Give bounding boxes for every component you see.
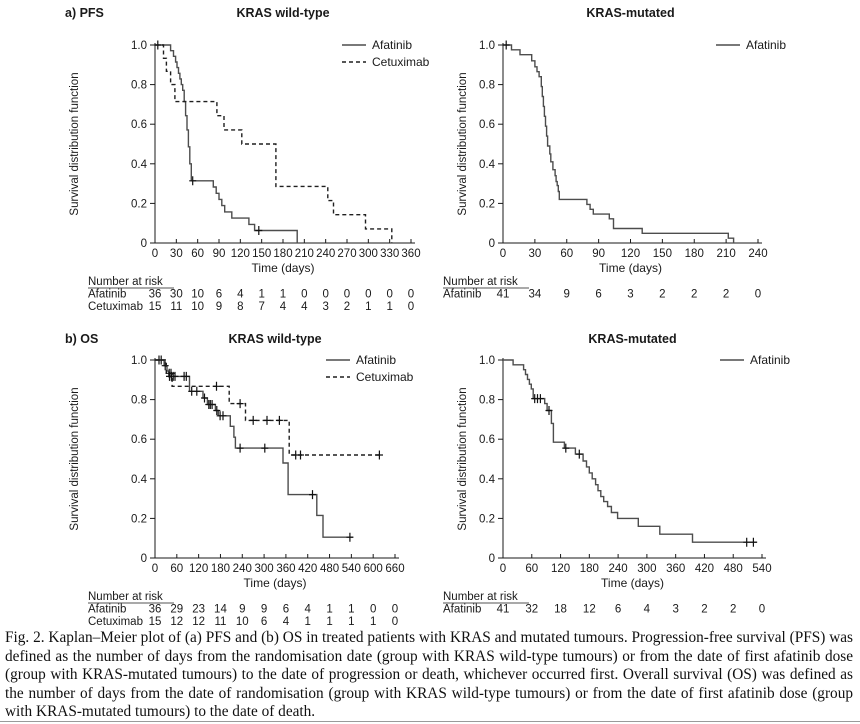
y-tick-label: 0.4: [131, 158, 147, 171]
risk-count: 18: [554, 603, 567, 616]
risk-count: 1: [279, 288, 287, 301]
risk-count: 6: [614, 603, 622, 616]
x-axis-title: Time (days): [599, 261, 662, 275]
x-tick-label: 60: [525, 563, 539, 575]
y-tick-label: 0: [140, 238, 147, 250]
risk-count: 0: [391, 603, 399, 616]
risk-count: 1: [365, 301, 372, 313]
x-tick-label: 210: [716, 248, 736, 260]
risk-count: 9: [260, 603, 268, 616]
panel-corner-label: a) PFS: [65, 6, 104, 20]
risk-count: 0: [365, 288, 372, 301]
x-tick-label: 330: [380, 248, 400, 260]
risk-count: 23: [192, 603, 206, 616]
risk-count: 7: [258, 301, 265, 313]
y-tick-label: 0: [140, 553, 147, 565]
x-axis-title: Time (days): [601, 576, 664, 590]
x-tick-label: 60: [560, 248, 574, 260]
risk-count: 41: [496, 288, 510, 301]
y-tick-label: 0: [488, 553, 495, 565]
y-tick-label: 0.2: [479, 513, 495, 526]
risk-count: 6: [260, 616, 268, 628]
legend-label: Afatinib: [356, 353, 397, 367]
risk-count: 9: [563, 288, 570, 301]
y-tick-label: 0.8: [131, 79, 147, 92]
x-tick-label: 0: [151, 248, 159, 260]
y-axis-title: Survival distribution function: [457, 72, 469, 216]
x-tick-label: 180: [273, 248, 293, 260]
risk-count: 9: [239, 603, 246, 616]
x-tick-label: 0: [151, 563, 159, 575]
y-tick-label: 0.6: [131, 119, 147, 132]
risk-count: 3: [627, 288, 634, 301]
censor-marks-afatinib: [503, 41, 510, 50]
risk-count: 4: [282, 616, 290, 628]
risk-count: 10: [235, 616, 249, 628]
km-panel-os-kras-wildtype: [0, 326, 430, 648]
risk-count: 9: [215, 301, 223, 313]
risk-count: 8: [237, 301, 244, 313]
risk-count: 2: [730, 603, 737, 616]
x-axis-title: Time (days): [243, 576, 307, 590]
legend-label: Cetuximab: [372, 55, 430, 69]
risk-count: 4: [304, 603, 311, 616]
risk-count: 0: [391, 616, 399, 628]
risk-count: 2: [691, 288, 698, 301]
risk-count: 1: [369, 616, 377, 628]
risk-count: 0: [758, 603, 766, 616]
y-tick-label: 1.0: [479, 355, 495, 367]
x-axis-title: Time (days): [251, 261, 315, 275]
risk-table-heading: Number at risk: [443, 276, 518, 288]
risk-count: 15: [148, 301, 162, 313]
x-tick-label: 240: [608, 563, 628, 575]
risk-count: 10: [191, 301, 205, 313]
y-tick-label: 0.6: [131, 434, 147, 447]
x-tick-label: 300: [637, 563, 657, 575]
x-tick-label: 300: [254, 563, 274, 575]
x-tick-label: 420: [694, 563, 715, 575]
risk-count: 1: [326, 616, 333, 628]
risk-count: 12: [192, 616, 206, 628]
km-panel-pfs-kras-mutated: [430, 0, 860, 322]
x-tick-label: 120: [550, 563, 571, 575]
risk-count: 0: [754, 288, 762, 301]
x-tick-label: 360: [666, 563, 686, 575]
y-tick-label: 1.0: [479, 40, 495, 52]
page-divider: [0, 721, 860, 722]
km-curve-cetuximab: [155, 360, 382, 455]
x-tick-label: 0: [499, 563, 507, 575]
panel-title: KRAS wild-type: [228, 332, 322, 346]
y-axis-title: Survival distribution function: [69, 72, 81, 216]
y-tick-label: 0.4: [479, 473, 495, 486]
risk-row-name: Cetuximab: [88, 301, 143, 313]
risk-count: 29: [170, 603, 184, 616]
x-tick-label: 360: [401, 248, 421, 260]
risk-count: 2: [659, 288, 666, 301]
risk-count: 6: [595, 288, 602, 301]
risk-count: 14: [214, 603, 227, 616]
x-tick-label: 120: [189, 563, 209, 575]
risk-count: 2: [701, 603, 708, 616]
y-tick-label: 0.8: [131, 394, 147, 407]
risk-count: 12: [582, 603, 596, 616]
risk-table-heading: Number at risk: [88, 276, 163, 288]
x-tick-label: 90: [592, 248, 606, 260]
risk-count: 1: [348, 603, 355, 616]
x-tick-label: 300: [358, 248, 378, 260]
x-tick-label: 240: [316, 248, 336, 260]
y-tick-label: 1.0: [131, 40, 147, 52]
x-tick-label: 600: [363, 563, 383, 575]
x-tick-label: 180: [210, 563, 231, 575]
risk-count: 11: [214, 616, 227, 628]
axes: [150, 43, 415, 243]
legend-label: Cetuximab: [356, 370, 414, 384]
risk-count: 36: [148, 288, 162, 301]
risk-count: 4: [279, 301, 287, 313]
axes: [498, 358, 766, 558]
km-curve-afatinib: [503, 360, 757, 542]
panel-title: KRAS-mutated: [588, 332, 677, 346]
km-panel-pfs-kras-wildtype: [0, 0, 430, 322]
risk-count: 0: [343, 288, 351, 301]
risk-count: 6: [215, 288, 223, 301]
x-tick-label: 480: [723, 563, 743, 575]
risk-count: 3: [672, 603, 679, 616]
risk-count: 0: [407, 288, 415, 301]
risk-count: 4: [301, 301, 308, 313]
risk-count: 10: [191, 288, 205, 301]
y-axis-title: Survival distribution function: [69, 387, 81, 531]
x-tick-label: 90: [212, 248, 226, 260]
risk-count: 2: [722, 288, 730, 301]
x-tick-label: 360: [276, 563, 296, 575]
risk-table-heading: Number at risk: [88, 591, 163, 603]
x-tick-label: 210: [294, 248, 314, 260]
risk-count: 32: [525, 603, 539, 616]
x-tick-label: 480: [319, 563, 340, 575]
x-tick-label: 540: [752, 563, 772, 575]
x-tick-label: 180: [579, 563, 599, 575]
x-tick-label: 30: [528, 248, 542, 260]
risk-count: 30: [169, 288, 183, 301]
x-tick-label: 180: [684, 248, 704, 260]
risk-row-name: Afatinib: [443, 603, 482, 616]
risk-row-name: Afatinib: [88, 603, 127, 616]
x-tick-label: 150: [652, 248, 672, 260]
risk-count: 1: [258, 288, 265, 301]
risk-table-heading: Number at risk: [443, 591, 518, 603]
y-tick-label: 0.4: [479, 158, 495, 171]
km-curve-cetuximab: [155, 45, 392, 243]
legend-label: Afatinib: [372, 38, 413, 52]
risk-row-name: Afatinib: [443, 288, 482, 301]
figure-caption: Fig. 2. Kaplan–Meier plot of (a) PFS and (b) OS in treated patients with KRAS and mutated tumours. Progression-free survival (PFS) was defined as the number of days from the randomisation date (group with KRAS wild-type tumours) or from the date of first afatinib dose (group with KRAS-mutated tumours) to the date of progression or death, whichever occurred first. Overall survival (OS) was defined as the number of days from the date of randomisation (group with KRAS wild-type tumours) or from the date of first afatinib dose (group with KRAS-mutated tumours) to the date of death.: [5, 629, 853, 721]
risk-count: 0: [407, 301, 415, 313]
risk-count: 4: [643, 603, 651, 616]
y-tick-label: 0: [488, 238, 495, 250]
x-tick-label: 270: [337, 248, 357, 260]
risk-count: 34: [528, 288, 542, 301]
risk-count: 3: [322, 301, 329, 313]
panel-corner-label: b) OS: [65, 332, 99, 346]
x-tick-label: 60: [170, 563, 184, 575]
x-tick-label: 420: [298, 563, 318, 575]
y-tick-label: 0.2: [131, 198, 147, 211]
x-tick-label: 30: [169, 248, 183, 260]
risk-count: 12: [170, 616, 184, 628]
risk-count: 2: [343, 301, 351, 313]
risk-count: 0: [301, 288, 308, 301]
axes: [150, 358, 399, 558]
risk-count: 11: [170, 301, 183, 313]
risk-count: 1: [386, 301, 393, 313]
y-tick-label: 0.2: [131, 513, 147, 526]
risk-row-name: Afatinib: [88, 288, 127, 301]
axes: [498, 43, 762, 243]
x-tick-label: 660: [385, 563, 405, 575]
km-panel-os-kras-mutated: [430, 326, 860, 648]
y-tick-label: 0.2: [479, 198, 495, 211]
risk-count: 1: [326, 603, 333, 616]
y-tick-label: 1.0: [131, 355, 147, 367]
legend-label: Afatinib: [750, 353, 791, 367]
risk-count: 0: [322, 288, 329, 301]
x-tick-label: 150: [252, 248, 272, 260]
risk-count: 6: [282, 603, 290, 616]
risk-count: 0: [386, 288, 393, 301]
y-tick-label: 0.6: [479, 119, 495, 132]
x-tick-label: 60: [191, 248, 205, 260]
risk-count: 0: [369, 603, 377, 616]
km-curve-afatinib: [503, 45, 734, 243]
x-tick-label: 0: [499, 248, 507, 260]
panel-title: KRAS wild-type: [236, 6, 330, 20]
risk-count: 1: [304, 616, 311, 628]
x-tick-label: 240: [232, 563, 252, 575]
y-axis-title: Survival distribution function: [457, 387, 469, 531]
risk-count: 15: [148, 616, 162, 628]
risk-count: 4: [237, 288, 244, 301]
x-tick-label: 240: [748, 248, 768, 260]
x-tick-label: 540: [341, 563, 361, 575]
x-tick-label: 120: [230, 248, 250, 260]
censor-marks-afatinib: [531, 394, 757, 547]
censor-marks-afatinib: [154, 41, 262, 236]
risk-row-name: Cetuximab: [88, 616, 143, 628]
y-tick-label: 0.8: [479, 79, 495, 92]
legend-label: Afatinib: [746, 38, 787, 52]
censor-marks-cetuximab: [166, 369, 383, 460]
risk-count: 36: [148, 603, 162, 616]
panel-title: KRAS-mutated: [586, 6, 675, 20]
risk-count: 1: [348, 616, 355, 628]
risk-count: 41: [496, 603, 510, 616]
y-tick-label: 0.8: [479, 394, 495, 407]
x-tick-label: 120: [620, 248, 641, 260]
y-tick-label: 0.4: [131, 473, 147, 486]
y-tick-label: 0.6: [479, 434, 495, 447]
